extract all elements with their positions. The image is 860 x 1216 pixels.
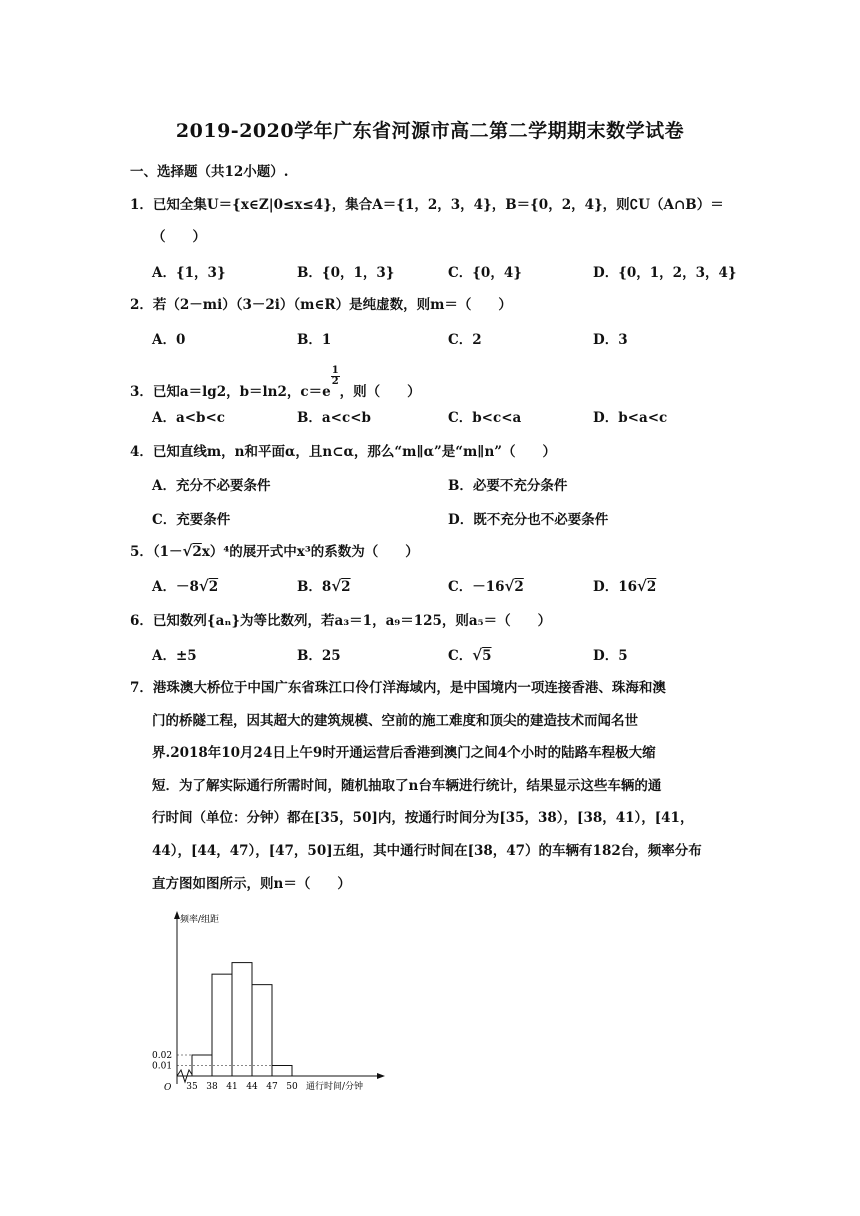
exponent-denominator: 2: [331, 376, 339, 387]
exponent-fraction: [331, 366, 340, 387]
exponent-numerator: 1: [331, 365, 339, 376]
question-4-option-d: D．既不充分也不必要条件: [448, 512, 609, 528]
question-5-stem: [130, 540, 419, 560]
question-6-option-b: B．25: [297, 648, 341, 664]
question-2-stem: 2．若（2－mi）（3－2i）（m∈R）是纯虚数，则m＝（ ）: [130, 297, 512, 313]
option-prefix: B．8: [297, 579, 332, 595]
question-1-option-d: D．{0，1，2，3，4}: [593, 265, 737, 281]
question-3-option-c: C．b<c<a: [448, 410, 522, 426]
x-tick-label: 41: [226, 1082, 238, 1092]
question-1-stem: 1．已知全集U＝{x∈Z|0≤x≤4}，集合A＝{1，2，3，4}，B＝{0，2，4}，则∁U（A∩B）＝: [130, 197, 724, 213]
question-5-stem-a: 5．（1－: [130, 544, 183, 560]
radicand: 2: [208, 579, 219, 595]
histogram-bar-2: [212, 974, 232, 1076]
question-3-option-b: B．a<c<b: [297, 410, 371, 426]
question-3-option-d: D．b<a<c: [593, 410, 668, 426]
radicand: 2: [341, 579, 351, 595]
question-7-line-6: 44），[44，47），[47，50]五组，其中通行时间在[38，47）的车辆有182台，频率分布: [152, 843, 702, 859]
question-1-option-b: B．{0，1，3}: [297, 265, 395, 281]
option-prefix: A．－8: [152, 579, 199, 595]
question-6-option-c: [448, 644, 492, 664]
question-3-stem-b: ，则（ ）: [339, 384, 421, 400]
section-heading: 一、选择题（共12小题）.: [130, 164, 289, 180]
question-2-option-a: A．0: [152, 332, 186, 348]
sqrt-icon: √: [198, 577, 209, 595]
radicand: 2: [192, 544, 202, 560]
question-7-line-2: 门的桥隧工程，因其超大的建筑规模、空前的施工难度和顶尖的建造技术而闻名世: [152, 713, 638, 729]
question-3-stem: [130, 366, 421, 400]
question-7-line-3: 界.2018年10月24日上午9时开通运营后香港到澳门之间4个小时的陆路车程极大缩: [152, 745, 656, 761]
x-tick-label: 38: [206, 1082, 218, 1092]
question-6-option-a: A．±5: [152, 648, 197, 664]
origin-label: O: [164, 1083, 172, 1093]
question-6-stem: 6．已知数列{aₙ}为等比数列，若a₃＝1，a₉＝125，则a₅＝（ ）: [130, 613, 552, 629]
question-4-option-c: C．充要条件: [152, 512, 231, 528]
question-2-option-b: B．1: [297, 332, 332, 348]
frequency-histogram: [150, 906, 400, 1096]
sqrt-icon: √: [504, 577, 515, 595]
question-5-option-d: [593, 575, 656, 595]
x-tick-label: 50: [286, 1082, 298, 1092]
sqrt-icon: √: [331, 577, 342, 595]
histogram-bar-4: [252, 985, 272, 1076]
x-tick-label: 44: [246, 1082, 258, 1092]
question-7-line-5: 行时间（单位：分钟）都在[35，50]内，按通行时间分为[35，38），[38，41），[41，: [152, 810, 694, 826]
question-5-stem-b: x）⁴的展开式中x³的系数为（ ）: [201, 544, 419, 560]
question-1-stem-cont: （ ）: [152, 229, 206, 245]
question-4-option-b: B．必要不充分条件: [448, 478, 568, 494]
question-5-option-c: [448, 575, 524, 595]
x-tick-labels: [186, 1082, 298, 1092]
radicand: 5: [482, 648, 492, 664]
page-title: 2019-2020学年广东省河源市高二第二学期期末数学试卷: [175, 120, 685, 142]
histogram-bars: [192, 963, 292, 1076]
histogram-bar-3: [232, 963, 252, 1076]
question-7-line-4: 短．为了解实际通行所需时间，随机抽取了n台车辆进行统计，结果显示这些车辆的通: [152, 778, 662, 794]
radicand: 2: [646, 579, 657, 595]
question-5-option-a: [152, 575, 218, 595]
histogram-bar-5: [272, 1066, 292, 1077]
question-4-option-a: A．充分不必要条件: [152, 478, 271, 494]
option-prefix: C．－16: [448, 579, 505, 595]
radicand: 2: [514, 579, 524, 595]
sqrt-icon: √: [472, 646, 483, 664]
y-axis-label: 频率/组距: [180, 915, 220, 925]
x-tick-label: 35: [186, 1082, 198, 1092]
question-1-option-c: C．{0，4}: [448, 265, 522, 281]
question-4-stem: 4．已知直线m，n和平面α，且n⊂α，那么“m∥α”是“m∥n”（ ）: [130, 444, 557, 460]
question-1-option-a: A．{1，3}: [152, 265, 226, 281]
question-7-line-7: 直方图如图所示，则n＝（ ）: [152, 876, 351, 892]
question-2-option-c: C．2: [448, 332, 482, 348]
question-5-option-b: [297, 575, 351, 595]
y-tick-label: 0.02: [152, 1051, 173, 1061]
question-7-line-1: 7．港珠澳大桥位于中国广东省珠江口伶仃洋海域内，是中国境内一项连接香港、珠海和澳: [130, 680, 666, 696]
x-tick-label: 47: [266, 1082, 278, 1092]
question-6-option-d: D．5: [593, 648, 628, 664]
x-axis-arrow-icon: [377, 1073, 385, 1079]
option-prefix: D．16: [593, 579, 637, 595]
option-prefix: C．: [448, 648, 473, 664]
question-3-option-a: A．a<b<c: [152, 410, 226, 426]
sqrt-icon: √: [182, 542, 193, 560]
question-2-option-d: D．3: [593, 332, 628, 348]
sqrt-icon: √: [637, 577, 647, 595]
y-tick-label: 0.01: [152, 1061, 173, 1072]
x-axis-label: 通行时间/分钟: [306, 1082, 364, 1092]
question-3-stem-a: 3．已知a＝lg2，b＝ln2，c＝e: [130, 384, 331, 400]
